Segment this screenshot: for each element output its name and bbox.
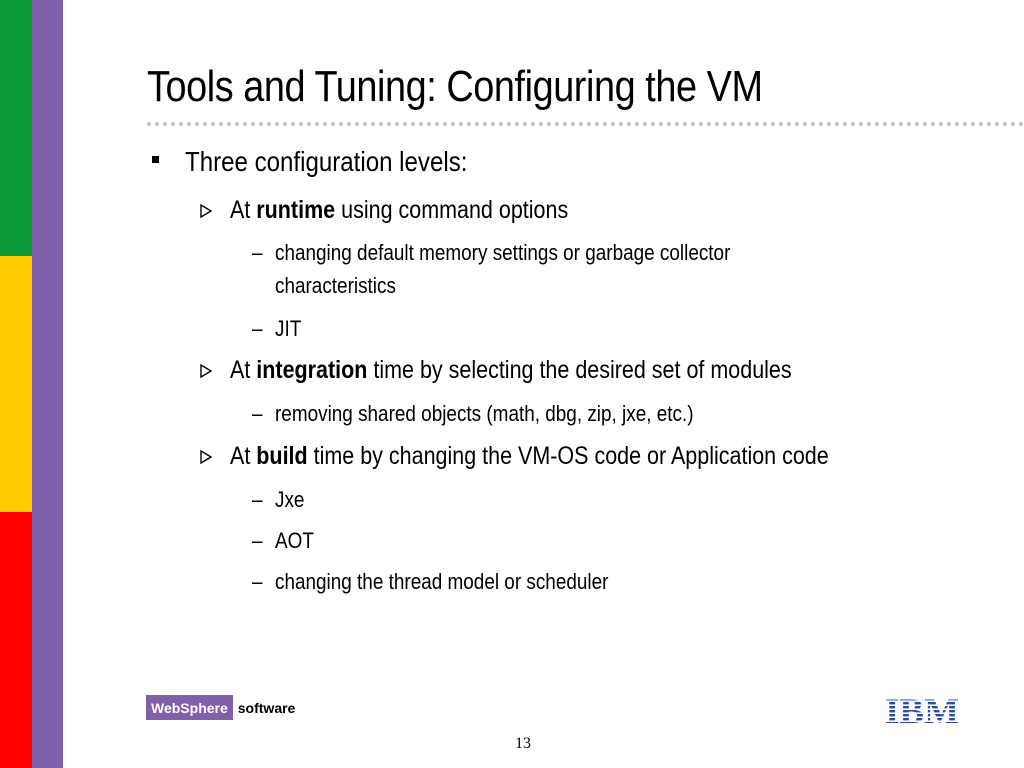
dash-bullet: – — [252, 240, 263, 265]
stripe-red — [0, 512, 32, 768]
bullet-runtime — [230, 196, 568, 225]
bullet-integration — [230, 356, 792, 385]
dash-bullet: – — [252, 316, 263, 341]
ibm-logo-text: IBM — [885, 694, 959, 726]
bullet-integration-bold: integration — [256, 356, 368, 384]
arrowhead-bullet-icon — [200, 450, 212, 468]
dash-bullet: – — [252, 569, 263, 594]
arrowhead-bullet-icon — [200, 204, 212, 222]
bullet-main: Three configuration levels: — [185, 146, 468, 177]
websphere-label: WebSphere — [146, 695, 233, 720]
arrowhead-bullet-icon — [200, 364, 212, 382]
sub-runtime-1-cont: characteristics — [275, 273, 396, 298]
bullet-build-prefix: At — [230, 442, 257, 470]
sub-runtime-2: JIT — [275, 316, 302, 341]
bullet-build-suffix: time by changing the VM-OS code or Application code — [307, 442, 829, 470]
title-divider — [147, 122, 1024, 126]
dash-bullet: – — [252, 487, 263, 512]
dash-bullet: – — [252, 401, 263, 426]
websphere-software-logo — [146, 695, 300, 720]
bullet-runtime-suffix: using command options — [335, 196, 569, 224]
dash-bullet: – — [252, 528, 263, 553]
bullet-integration-prefix: At — [230, 356, 257, 384]
software-label: software — [237, 699, 296, 716]
square-bullet-icon — [152, 156, 159, 163]
sub-integration-1: removing shared objects (math, dbg, zip, jxe, etc.) — [275, 401, 694, 426]
bullet-integration-suffix: time by selecting the desired set of modules — [367, 356, 792, 384]
bullet-build — [230, 442, 829, 471]
page-number: 13 — [515, 735, 531, 752]
bullet-runtime-bold: runtime — [256, 196, 336, 224]
sub-build-3: changing the thread model or scheduler — [275, 569, 609, 594]
sub-runtime-1: changing default memory settings or garbage collector — [275, 240, 731, 265]
slide-title: Tools and Tuning: Configuring the VM — [147, 62, 763, 111]
bullet-build-bold: build — [256, 442, 308, 470]
stripe-purple — [32, 0, 63, 768]
sub-build-1: Jxe — [275, 487, 305, 512]
stripe-yellow — [0, 256, 32, 512]
sub-build-2: AOT — [275, 528, 314, 553]
ibm-logo — [884, 694, 960, 731]
bullet-runtime-prefix: At — [230, 196, 257, 224]
stripe-green — [0, 0, 32, 256]
